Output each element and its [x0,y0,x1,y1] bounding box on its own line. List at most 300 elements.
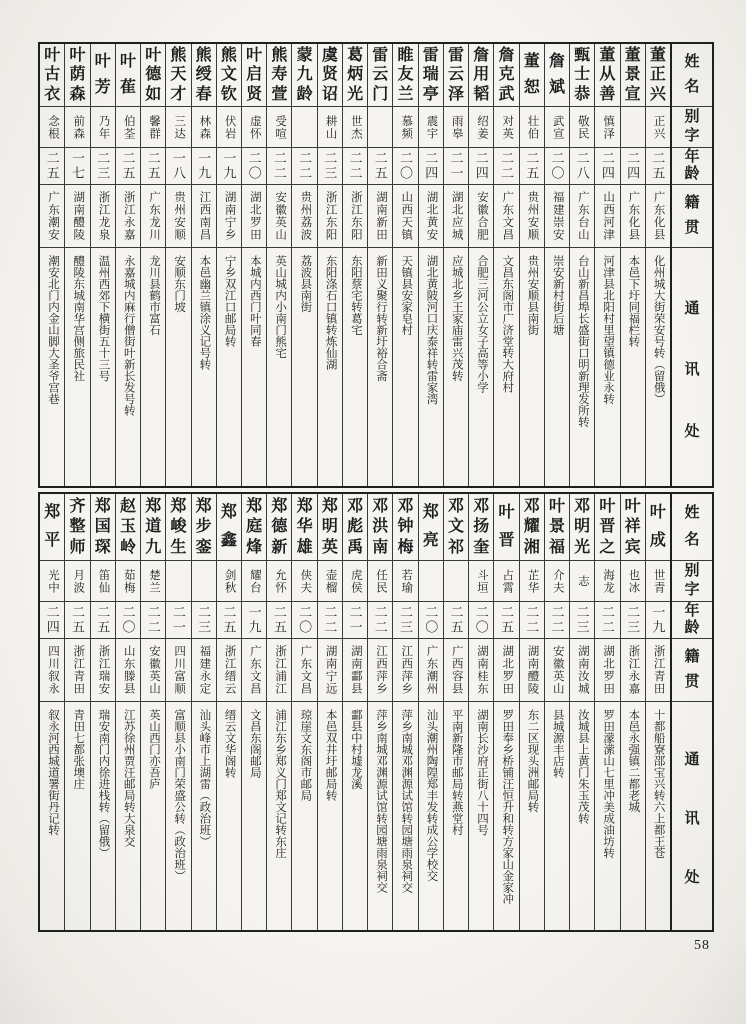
native-place: 浙江青田 [652,645,665,695]
contact-address: 汝城县上黄门朱玉茂转 [576,709,589,824]
native-place: 湖南汝城 [576,645,589,695]
person-name: 叶 景 福 [548,497,565,556]
person-name: 詹 克 武 [498,46,515,103]
header-column [670,494,712,930]
header-name-label: 姓 名 [684,505,700,548]
contact-address: 文昌东阁市广济堂转大府村 [501,255,514,393]
age-value: 二八 [574,151,590,181]
contact-address: 十都船寮邵宝兴转六上都王苍 [652,709,665,859]
courtesy-name: 壶榴 [324,568,337,594]
age-value: 二五 [145,151,161,181]
person-name: 叶 成 [649,504,666,549]
person-column [443,494,468,930]
age-value: 二三 [625,605,641,635]
person-column [90,494,115,930]
native-place: 江西萍乡 [375,645,388,695]
courtesy-name: 伯荃 [122,114,135,140]
person-column [266,494,291,930]
person-name: 赵 玉 岭 [119,497,136,556]
age-value: 一七 [69,151,85,181]
person-name: 叶 荫 森 [69,46,86,103]
person-name: 董 从 善 [599,46,616,103]
courtesy-name: 伏岩 [223,114,236,140]
native-place: 湖南醴陵 [526,645,539,695]
person-name: 葛 炳 光 [347,46,364,103]
age-value: 二〇 [473,605,489,635]
age-value: 二五 [650,151,666,181]
age-value: 二五 [221,605,237,635]
age-value: 二二 [271,151,287,181]
contact-address: 萍乡南城邓渊源试馆转园塘雨泉祠交 [400,709,413,893]
courtesy-name: 雨皋 [450,114,463,140]
person-column [317,494,342,930]
person-name: 邓 彪 禹 [347,497,364,556]
native-place: 山西天镇 [400,191,413,241]
person-column [418,44,443,486]
courtesy-name: 念根 [47,114,59,140]
person-name: 郑 步 銮 [195,497,212,556]
header-age-label: 年 龄 [684,149,700,182]
roster-table-top [38,42,714,488]
contact-address: 荔波县南街 [299,255,312,313]
age-value: 二二 [549,605,565,635]
person-column [40,44,64,486]
age-value: 二五 [44,151,60,181]
courtesy-name: 虚怀 [248,114,261,140]
contact-address: 贵州安顺县南街 [526,255,539,336]
person-name: 熊 天 才 [170,46,187,103]
native-place: 浙江东阳 [349,191,362,241]
courtesy-name: 允怀 [274,568,287,594]
person-name: 甄 士 恭 [574,46,591,103]
age-value: 二〇 [549,151,565,181]
person-name: 邓 洪 南 [372,497,389,556]
contact-address: 东阳涤石口镇转炼仙湖 [324,255,337,370]
age-value: 二五 [95,605,111,635]
header-address-label: 通 讯 处 [684,300,700,440]
courtesy-name: 世杰 [349,114,362,140]
age-value: 二五 [498,605,514,635]
person-name: 郑 国 琛 [94,497,111,556]
age-value: 二一 [448,151,464,181]
person-column [342,494,367,930]
person-name: 邓 耀 湘 [523,497,540,556]
contact-address: 英山城内小南门熊宅 [274,255,287,359]
age-value: 二五 [372,151,388,181]
contact-address: 龙川县鹤市富石 [147,255,160,336]
person-column [620,44,645,486]
person-column [493,494,518,930]
header-native-label: 籍 贯 [684,194,700,237]
contact-address: 英山西门亦吾庐 [147,709,160,790]
native-place: 浙江缙云 [223,645,236,695]
person-name: 郑 明 英 [321,497,338,556]
native-place: 福建崇安 [551,191,564,241]
native-place: 浙江青田 [72,645,85,695]
courtesy-name: 月波 [72,568,85,594]
courtesy-name: 敬民 [576,114,589,140]
contact-address: 河津县北阳村里望镇德业永转 [602,255,615,405]
courtesy-name: 壮伯 [526,114,539,140]
contact-address: 化州城大街荣安号转（留俄） [652,255,665,405]
person-name: 虞 贤 诏 [321,46,338,103]
person-column [140,494,165,930]
contact-address: 浦江东乡郑义门郑文记转东庄 [274,709,287,859]
person-column [291,44,316,486]
courtesy-name: 光中 [47,568,59,594]
native-place: 广东潮州 [425,645,438,695]
person-name: 董 正 兴 [649,46,666,103]
native-place: 浙江瑞安 [97,645,110,695]
contact-address: 本邑永强镇二都老城 [627,709,640,813]
age-value: 二二 [347,151,363,181]
courtesy-name: 虎侯 [349,568,362,594]
native-place: 贵州荔波 [299,191,312,241]
person-column [241,44,266,486]
courtesy-name: 慕频 [400,114,413,140]
native-place: 广东化县 [627,191,640,241]
person-column [367,494,392,930]
contact-address: 汕头潮州陶隍郑丰发转成公学校交 [425,709,438,882]
contact-address: 富顺县小南门荣盛公转（政治班） [173,709,186,882]
contact-address: 湖南长沙府正街八十四号 [475,709,488,836]
person-name: 蒙 九 龄 [296,46,313,103]
person-name: 叶 古 衣 [44,46,61,103]
native-place: 湖南桂东 [475,645,488,695]
person-name: 熊 绶 春 [195,46,212,103]
age-value: 二〇 [423,605,439,635]
contact-address: 江苏徐州贾汪邮局转大泉交 [122,709,135,847]
native-place: 湖北黄安 [425,191,438,241]
person-column [392,44,417,486]
person-column [519,494,544,930]
person-column [64,44,89,486]
person-column [241,494,266,930]
courtesy-name: 乃年 [97,114,110,140]
person-column [216,494,241,930]
person-name: 邓 明 光 [574,497,591,556]
person-name: 郑 鑫 [220,504,237,549]
person-column [140,44,165,486]
age-value: 二四 [625,151,641,181]
courtesy-name: 志 [576,574,589,588]
native-place: 广东台山 [576,191,589,241]
age-value: 二五 [448,605,464,635]
person-column [493,44,518,486]
person-column [392,494,417,930]
native-place: 湖北罗田 [248,191,261,241]
age-value: 一九 [246,605,262,635]
contact-address: 温州西郊下横街五十三号 [97,255,110,382]
courtesy-name: 耕山 [324,114,337,140]
contact-address: 宁乡双江口邮局转 [223,255,236,347]
contact-address: 叙永河西城道署街丹记转 [47,709,59,836]
native-place: 浙江东阳 [324,191,337,241]
person-column [645,494,670,930]
courtesy-name: 慎泽 [602,114,615,140]
contact-address: 缙云文华阁转 [223,709,236,778]
age-value: 二〇 [246,151,262,181]
native-place: 湖北罗田 [501,645,514,695]
native-place: 浙江永嘉 [122,191,135,241]
person-name: 郑 道 九 [145,497,162,556]
native-place: 安徽英山 [274,191,287,241]
person-name: 雷 云 门 [372,46,389,103]
age-value: 二五 [524,151,540,181]
contact-address: 琼崖文东阁市邮局 [299,709,312,801]
header-courtesy-label: 别 字 [684,563,700,598]
person-column [418,494,443,930]
courtesy-name: 林森 [198,114,211,140]
courtesy-name: 介夫 [551,568,564,594]
native-place: 江西萍乡 [400,645,413,695]
age-value: 二三 [322,151,338,181]
native-place: 广东文昌 [299,645,312,695]
courtesy-name: 对英 [501,114,514,140]
age-value: 二四 [473,151,489,181]
courtesy-name: 芷华 [526,568,539,594]
person-name: 郑 亮 [422,504,439,549]
courtesy-name: 三达 [173,114,186,140]
native-place: 四川富顺 [173,645,186,695]
person-name: 郑 峻 生 [170,497,187,556]
native-place: 广东潮安 [47,191,59,241]
contact-address: 崇安新村街后塘 [551,255,564,336]
age-value: 二五 [69,605,85,635]
courtesy-name: 剑秋 [223,568,236,594]
age-value: 二二 [599,605,615,635]
contact-address: 萍乡南城邓渊源试馆转园塘雨泉祠交 [375,709,388,893]
contact-address: 应城北乡王家庙雷兴茂转 [450,255,463,382]
header-courtesy-label: 别 字 [684,109,700,144]
native-place: 湖南宁乡 [223,191,236,241]
person-name: 叶 晋 之 [599,497,616,556]
person-column [367,44,392,486]
contact-address: 新田义聚行转新圩裕合斋 [375,255,388,382]
person-column [519,44,544,486]
age-value: 二三 [196,605,212,635]
person-column [291,494,316,930]
age-value: 二〇 [120,605,136,635]
contact-address: 县城源丰店转 [551,709,564,778]
person-column [90,44,115,486]
courtesy-name: 绍姜 [475,114,488,140]
person-name: 郑 华 雄 [296,497,313,556]
courtesy-name: 受喧 [274,114,287,140]
person-column [544,494,569,930]
age-value: 二二 [322,605,338,635]
person-column [115,44,140,486]
courtesy-name: 耀台 [248,568,261,594]
age-value: 二二 [498,151,514,181]
native-place: 贵州安顺 [173,191,186,241]
native-place: 江西南昌 [198,191,211,241]
person-column [115,494,140,930]
person-column [342,44,367,486]
native-place: 广东文昌 [501,191,514,241]
contact-address: 青田七都张墺庄 [72,709,85,790]
person-column [40,494,64,930]
native-place: 湖南醴陵 [72,191,85,241]
contact-address: 天镇县安家皂村 [400,255,413,336]
courtesy-name: 笛仙 [97,568,110,594]
contact-address: 文昌东阁邮局 [248,709,261,778]
courtesy-name: 楚兰 [147,568,160,594]
native-place: 浙江龙泉 [97,191,110,241]
age-value: 二〇 [398,151,414,181]
person-column [191,44,216,486]
person-name: 詹 斌 [548,53,565,96]
person-column [569,44,594,486]
age-value: 一九 [196,151,212,181]
age-value: 二五 [271,605,287,635]
person-column [443,44,468,486]
native-place: 福建永定 [198,645,211,695]
header-address-label: 通 讯 处 [684,752,700,886]
courtesy-name: 侠夫 [299,568,312,594]
courtesy-name: 茹梅 [122,568,135,594]
courtesy-name: 震宇 [425,114,438,140]
age-value: 二三 [95,151,111,181]
contact-address: 合肥三河公立女子高等小学 [475,255,488,393]
contact-address: 安顺东门坡 [173,255,186,313]
native-place: 贵州安顺 [526,191,539,241]
person-column [620,494,645,930]
native-place: 湖北应城 [450,191,463,241]
person-name: 郑 德 新 [271,497,288,556]
person-column [544,44,569,486]
page-number: 58 [694,938,710,953]
contact-address: 东阳蔡宅转葛宅 [349,255,362,336]
contact-address: 酃县中村墟龙溪 [349,709,362,790]
roster-table-bottom [38,492,714,932]
person-name: 叶 芳 [94,53,111,96]
person-column [266,44,291,486]
native-place: 浙江永嘉 [627,645,640,695]
person-name: 熊 寿 萱 [271,46,288,103]
contact-address: 汕头峰市上湖雷（政治班） [198,709,211,847]
person-name: 郑 庭 烽 [246,497,263,556]
age-value: 二二 [372,605,388,635]
header-column [670,44,712,486]
person-name: 叶 晋 [498,504,515,549]
courtesy-name: 占霄 [501,568,514,594]
person-column [645,44,670,486]
contact-address: 东二区现头洲邮局转 [526,709,539,813]
person-name: 邓 文 祁 [448,497,465,556]
person-column [216,44,241,486]
person-name: 叶 萑 [119,53,136,96]
header-age-label: 年 龄 [684,603,700,636]
native-place: 广西容县 [450,645,463,695]
person-column [64,494,89,930]
age-value: 二〇 [297,605,313,635]
courtesy-name: 任民 [375,568,388,594]
contact-address: 罗田濛潆山七里冲美成油坊转 [602,709,615,859]
person-column [317,44,342,486]
age-value: 二四 [44,605,60,635]
person-column [165,44,190,486]
native-place: 安徽合肥 [475,191,488,241]
native-place: 湖南酃县 [349,645,362,695]
native-place: 湖南宁远 [324,645,337,695]
age-value: 二四 [423,151,439,181]
person-name: 睢 友 兰 [397,46,414,103]
native-place: 四川叙永 [47,645,59,695]
age-value: 二二 [297,151,313,181]
age-value: 二二 [145,605,161,635]
person-name: 董 景 宣 [624,46,641,103]
contact-address: 台山新昌埠长盛街口明新理发所转 [576,255,589,428]
person-column [594,494,619,930]
person-name: 熊 文 钦 [220,46,237,103]
courtesy-name: 世青 [652,568,665,594]
header-name-label: 姓 名 [684,53,700,96]
age-value: 一九 [221,151,237,181]
courtesy-name: 若瑜 [400,568,413,594]
courtesy-name: 海龙 [602,568,615,594]
contact-address: 湖北黄陂河口庆泰祥转雷家湾 [425,255,438,405]
contact-address: 本邑下圩同福栏转 [627,255,640,347]
age-value: 二四 [599,151,615,181]
contact-address: 瑞安南门内徐进栈转（留俄） [97,709,110,859]
contact-address: 潮安北门内金山脚大圣爷宫巷 [47,255,59,405]
courtesy-name: 馨群 [147,114,160,140]
age-value: 二一 [170,605,186,635]
contact-address: 醴陵东城南华宫侧旅民社 [72,255,85,382]
person-name: 郑 平 [44,504,61,549]
age-value: 一九 [650,605,666,635]
native-place: 山东滕县 [122,645,135,695]
courtesy-name: 武宣 [551,114,564,140]
courtesy-name: 正兴 [652,114,665,140]
person-column [594,44,619,486]
person-name: 邓 扬 奎 [473,497,490,556]
age-value: 二三 [398,605,414,635]
person-column [191,494,216,930]
native-place: 安徽英山 [551,645,564,695]
age-value: 二三 [574,605,590,635]
native-place: 浙江浦江 [274,645,287,695]
native-place: 山西河津 [602,191,615,241]
contact-address: 永嘉城内麻行僧街叶新长发号转 [122,255,135,416]
person-name: 雷 云 泽 [448,46,465,103]
person-column [165,494,190,930]
native-place: 广东文昌 [248,645,261,695]
contact-address: 本邑幽兰镇涂义记号转 [198,255,211,370]
age-value: 二五 [120,151,136,181]
person-name: 齐 整 师 [69,497,86,556]
courtesy-name: 前森 [72,114,85,140]
person-column [468,44,493,486]
contact-address: 本邑双井圩邮局转 [324,709,337,801]
contact-address: 本城内西门叶同春 [248,255,261,347]
native-place: 广东龙川 [147,191,160,241]
person-name: 董 恕 [523,53,540,96]
person-column [569,494,594,930]
person-name: 雷 瑞 亭 [422,46,439,103]
age-value: 二二 [524,605,540,635]
person-name: 邓 钟 梅 [397,497,414,556]
person-name: 叶 启 贤 [246,46,263,103]
native-place: 湖北罗田 [602,645,615,695]
native-place: 湖南新田 [375,191,388,241]
courtesy-name: 也冰 [627,568,640,594]
contact-address: 平南新隆市邮局转燕堂村 [450,709,463,836]
native-place: 广东化县 [652,191,665,241]
contact-address: 罗田奉乡桥铺汪恒升和转方家山金家冲 [501,709,514,905]
person-column [468,494,493,930]
